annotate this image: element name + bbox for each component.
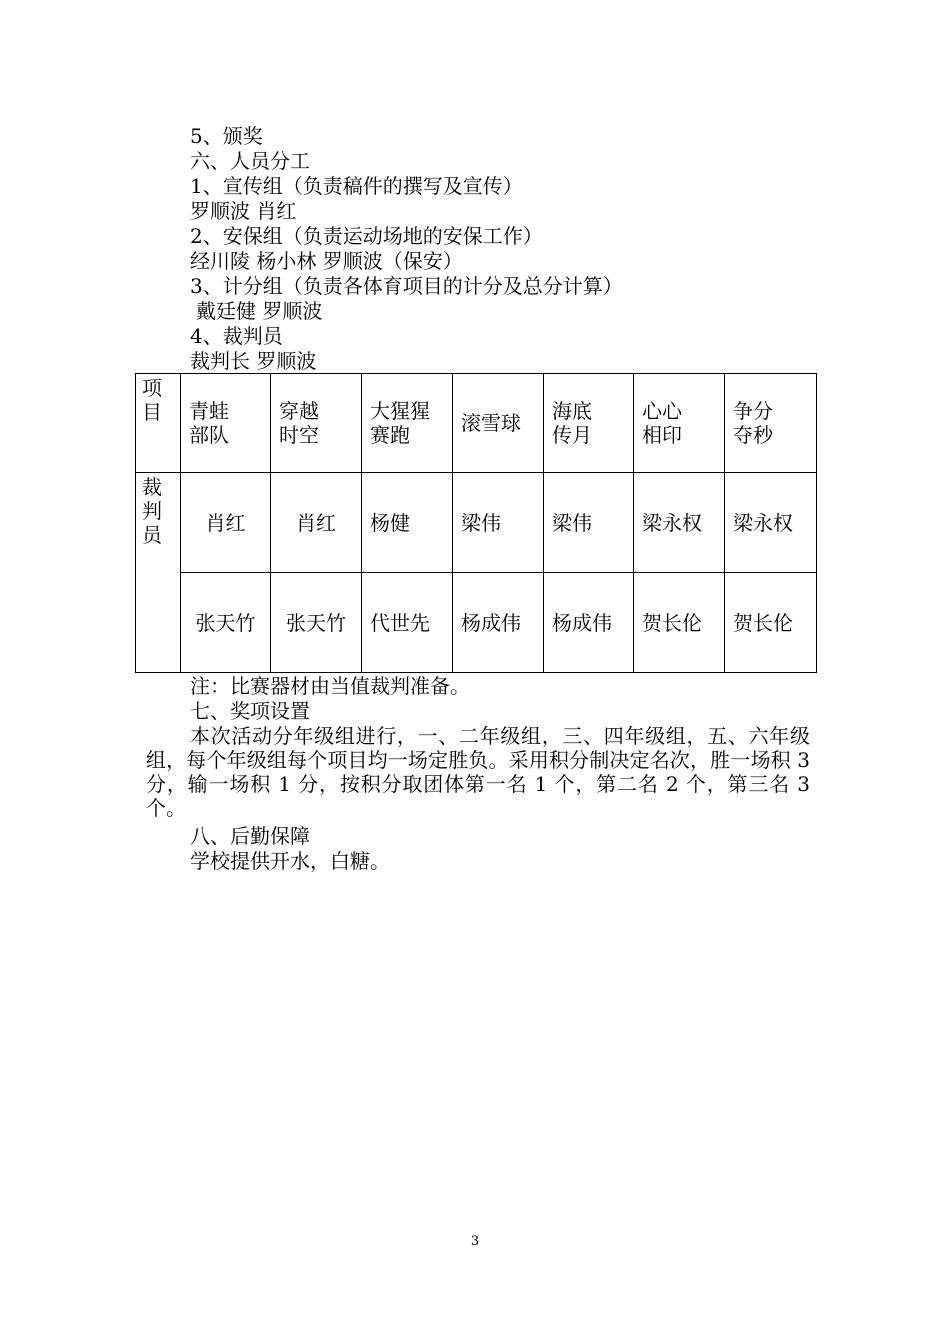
publicity-group-members: 罗顺波 肖红 [190, 199, 297, 223]
section-8-title: 八、后勤保障 [190, 824, 310, 848]
referee-cell: 杨成伟 [453, 573, 544, 673]
referee-section-title: 4、裁判员 [190, 324, 283, 348]
referee-cell: 肖红 [181, 473, 271, 573]
referee-cell: 杨健 [362, 473, 453, 573]
event-name: 争分夺秒 [733, 399, 773, 447]
referee-cell: 贺长伦 [725, 573, 817, 673]
event-name: 大猩猩赛跑 [370, 399, 430, 447]
event-cell [634, 374, 725, 473]
item-award: 5、颁奖 [190, 124, 263, 148]
event-name: 穿越时空 [279, 399, 319, 447]
referee-cell: 梁伟 [544, 473, 634, 573]
event-cell [453, 374, 544, 473]
referee-cell: 梁永权 [634, 473, 725, 573]
section-7-title: 七、奖项设置 [190, 699, 310, 723]
event-name: 滚雪球 [461, 411, 521, 435]
section-7-body: 本次活动分年级组进行，一、二年级组，三、四年级组，五、六年级组，每个年级组每个项目均一场定胜负。采用积分制决定名次，胜一场积 3 分，输一场积 1 分，按积分取团体第一名 1 个，第二名 2 个，第三名 3 个。 [146, 724, 810, 820]
security-group-members: 经川陵 杨小林 罗顺波（保安） [190, 249, 463, 273]
section-8-body: 学校提供开水，白糖。 [190, 849, 390, 873]
page-number: 3 [470, 1234, 480, 1249]
event-cell [544, 374, 634, 473]
event-cell [181, 374, 271, 473]
event-cell [271, 374, 362, 473]
event-name: 心心相印 [642, 399, 682, 447]
referee-cell: 梁永权 [725, 473, 817, 573]
table-row [136, 573, 817, 673]
event-label-cell [136, 374, 181, 473]
referee-cell: 贺长伦 [634, 573, 725, 673]
referee-cell: 肖红 [271, 473, 362, 573]
event-name: 海底传月 [552, 399, 592, 447]
event-cell [362, 374, 453, 473]
referee-label: 裁判员 [142, 475, 162, 547]
referee-cell: 张天竹 [271, 573, 362, 673]
referee-cell: 代世先 [362, 573, 453, 673]
scoring-group-title: 3、计分组（负责各体育项目的计分及总分计算） [190, 274, 623, 298]
referee-cell: 梁伟 [453, 473, 544, 573]
event-cell [725, 374, 817, 473]
section-6-title: 六、人员分工 [190, 149, 310, 173]
publicity-group-title: 1、宣传组（负责稿件的撰写及宣传） [190, 174, 523, 198]
referee-table [135, 373, 817, 673]
security-group-title: 2、安保组（负责运动场地的安保工作） [190, 224, 543, 248]
event-name: 青蛙部队 [189, 399, 229, 447]
table-header-row [136, 374, 817, 473]
referee-cell: 杨成伟 [544, 573, 634, 673]
event-label: 项目 [142, 376, 162, 424]
table-row [136, 473, 817, 573]
equipment-note: 注：比赛器材由当值裁判准备。 [190, 674, 470, 698]
referee-cell: 张天竹 [181, 573, 271, 673]
referee-label-cell [136, 473, 181, 673]
scoring-group-members: 戴廷健 罗顺波 [196, 299, 323, 323]
chief-referee: 裁判长 罗顺波 [190, 349, 317, 373]
